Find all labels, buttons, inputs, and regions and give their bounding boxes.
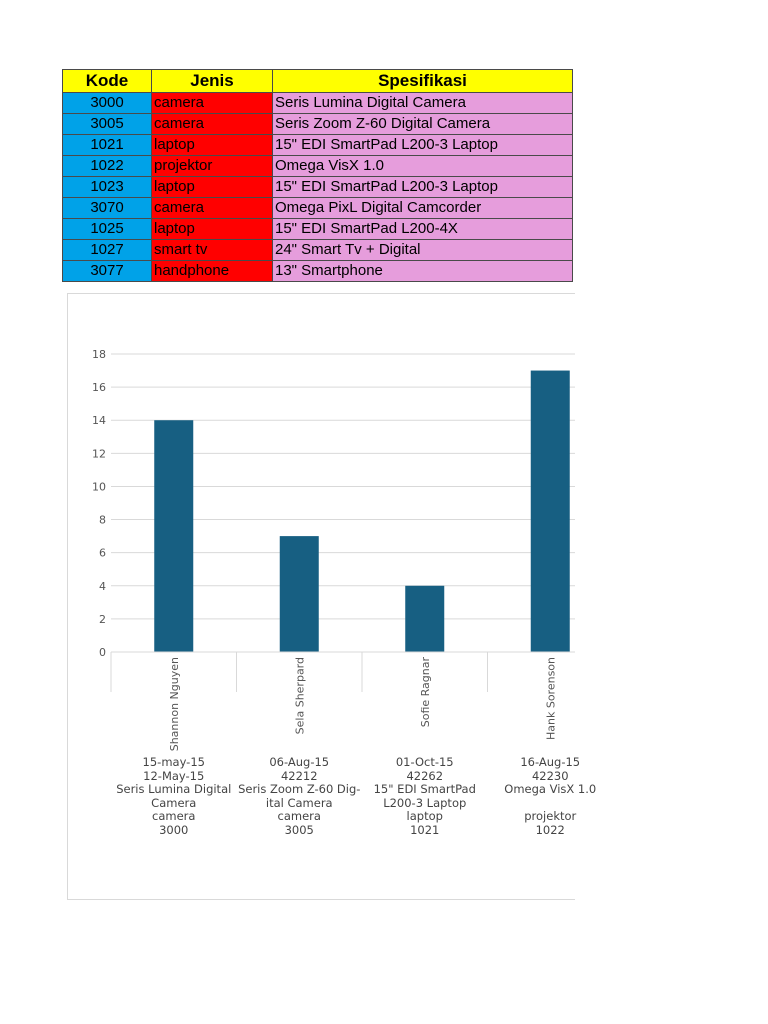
x-category-line: 01-Oct-15	[395, 755, 454, 769]
x-category-line: 12-May-15	[143, 768, 205, 783]
x-category-details	[112, 756, 236, 837]
x-category-line: laptop	[406, 809, 443, 823]
table-row	[63, 219, 573, 240]
x-category-line: 1022	[535, 822, 565, 837]
jenis-cell[interactable]: camera	[152, 198, 273, 219]
spesifikasi-cell[interactable]: 24" Smart Tv + Digital	[273, 240, 573, 261]
table-row	[63, 135, 573, 156]
y-tick-label: 8	[99, 513, 106, 527]
kode-cell[interactable]: 3077	[63, 261, 152, 282]
spesifikasi-cell[interactable]: 15" EDI SmartPad L200-3 Laptop	[273, 177, 573, 198]
x-category-line: 42212	[280, 768, 318, 783]
table-row	[63, 261, 573, 282]
table-row	[63, 177, 573, 198]
kode-cell[interactable]: 3000	[63, 93, 152, 114]
jenis-cell[interactable]: laptop	[152, 177, 273, 198]
kode-cell[interactable]: 3005	[63, 114, 152, 135]
x-category-name: Shannon Nguyen	[167, 657, 181, 752]
bar	[531, 371, 570, 652]
kode-cell[interactable]: 1023	[63, 177, 152, 198]
y-tick-label: 12	[92, 447, 106, 461]
kode-cell[interactable]: 1027	[63, 240, 152, 261]
jenis-cell[interactable]: camera	[152, 93, 273, 114]
x-category-line: 42230	[531, 768, 569, 783]
bar	[280, 536, 319, 652]
jenis-cell[interactable]: handphone	[152, 261, 273, 282]
x-category-line: 42262	[406, 768, 444, 783]
kode-cell[interactable]: 3070	[63, 198, 152, 219]
x-category-name: Sofie Ragnar	[418, 657, 432, 728]
x-category-line: 15-may-15	[142, 755, 205, 769]
header-jenis[interactable]: Jenis	[152, 70, 273, 93]
table-row	[63, 240, 573, 261]
x-category-line: Camera	[151, 795, 197, 810]
spesifikasi-cell[interactable]: Omega VisX 1.0	[273, 156, 573, 177]
x-category-line: camera	[277, 809, 321, 823]
header-kode[interactable]: Kode	[63, 70, 152, 93]
y-tick-label: 10	[92, 480, 106, 494]
x-category-line: projektor	[524, 809, 577, 823]
x-category-name: Hank Sorenson	[544, 657, 558, 741]
x-category-line: 16-Aug-15	[520, 755, 581, 769]
jenis-cell[interactable]: laptop	[152, 135, 273, 156]
x-category-line: L200-3 Laptop	[383, 795, 467, 810]
x-category-line: Omega VisX 1.0	[504, 782, 597, 796]
jenis-cell[interactable]: smart tv	[152, 240, 273, 261]
kode-cell[interactable]: 1021	[63, 135, 152, 156]
spesifikasi-cell[interactable]: Seris Zoom Z-60 Digital Camera	[273, 114, 573, 135]
spesifikasi-cell[interactable]: Omega PixL Digital Camcorder	[273, 198, 573, 219]
x-category-line: Seris Lumina Digital	[116, 782, 232, 796]
x-category-line: 06-Aug-15	[269, 755, 330, 769]
jenis-cell[interactable]: projektor	[152, 156, 273, 177]
data-table	[62, 69, 573, 282]
x-category-details	[488, 756, 612, 837]
x-category-line: 1021	[410, 822, 440, 837]
jenis-cell[interactable]: laptop	[152, 219, 273, 240]
table-header-row	[63, 70, 573, 93]
x-category-line: 3005	[284, 822, 314, 837]
x-category-line: ital Camera	[265, 795, 333, 810]
y-tick-label: 0	[99, 646, 106, 659]
x-category-line: 15" EDI SmartPad	[373, 782, 476, 796]
kode-cell[interactable]: 1025	[63, 219, 152, 240]
spesifikasi-cell[interactable]: 13" Smartphone	[273, 261, 573, 282]
table-row	[63, 93, 573, 114]
bar	[154, 420, 193, 652]
x-category-details	[237, 756, 361, 837]
header-spesifikasi[interactable]: Spesifikasi	[273, 70, 573, 93]
table-row	[63, 114, 573, 135]
x-category-name: Sela Sherpard	[293, 657, 307, 735]
table-row	[63, 198, 573, 219]
kode-cell[interactable]: 1022	[63, 156, 152, 177]
y-tick-label: 14	[92, 414, 106, 428]
y-tick-label: 4	[99, 579, 106, 593]
table-row	[63, 156, 573, 177]
x-category-line	[488, 797, 612, 811]
spesifikasi-cell[interactable]: Seris Lumina Digital Camera	[273, 93, 573, 114]
x-category-line: camera	[152, 809, 196, 823]
x-category-line: 3000	[159, 822, 189, 837]
chart-area[interactable]	[67, 293, 597, 900]
x-category-line: Seris Zoom Z-60 Dig-	[238, 782, 361, 796]
bar	[405, 586, 444, 652]
y-tick-label: 2	[99, 612, 106, 626]
y-tick-label: 16	[92, 381, 106, 395]
x-category-details	[363, 756, 487, 837]
spesifikasi-cell[interactable]: 15" EDI SmartPad L200-4X	[273, 219, 573, 240]
spesifikasi-cell[interactable]: 15" EDI SmartPad L200-3 Laptop	[273, 135, 573, 156]
y-tick-label: 6	[99, 546, 106, 560]
y-tick-label: 18	[92, 348, 106, 361]
jenis-cell[interactable]: camera	[152, 114, 273, 135]
